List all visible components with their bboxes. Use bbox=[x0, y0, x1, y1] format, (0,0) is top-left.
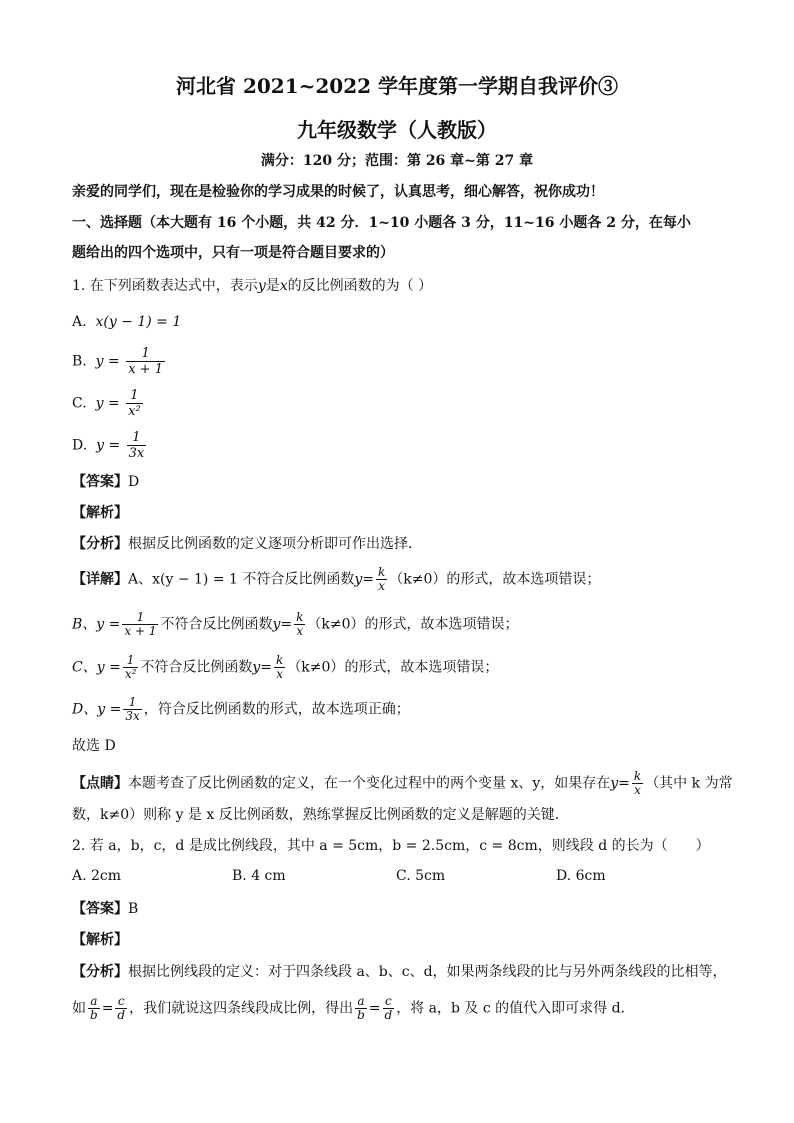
fraction: $\frac{1}{x + 1}$ bbox=[128, 346, 163, 377]
q2-answer: 【答案】B bbox=[72, 901, 139, 917]
question-2-stem: 2. 若 a，b，c，d 是成比例线段，其中 a = 5cm，b = 2.5cm，c = 8cm，则线段 d 的长为（ ） bbox=[72, 838, 710, 854]
fraction: $\frac{k}{x}$ bbox=[296, 610, 304, 638]
intro-text: 亲爱的同学们，现在是检验你的学习成果的时候了，认真思考，细心解答，祝你成功！ bbox=[72, 184, 604, 200]
section-heading: 一、选择题（本大题有 16 个小题，共 42 分．1~10 小题各 3 分，11~16 小题各 2 分，在每小 bbox=[72, 215, 691, 231]
fraction: $\frac{1}{3x}$ bbox=[128, 430, 145, 461]
fraction: $\frac{c}{d}$ bbox=[117, 994, 126, 1022]
q2-option-d: D. 6cm bbox=[556, 868, 606, 884]
q2-analysis-tag: 【解析】 bbox=[72, 932, 128, 948]
fraction: $\frac{1}{\text{x²}}$ bbox=[128, 388, 141, 419]
q1-conclusion: 故选 D bbox=[72, 738, 116, 754]
fraction: $\frac{c}{d}$ bbox=[384, 994, 393, 1022]
q2-fenxi: 【分析】根据比例线段的定义：对于四条线段 a、b、c、d，如果两条线段的比与另外两条线段的比相等， bbox=[72, 964, 727, 980]
q1-option-d: D. y = $\frac{1}{3x}$ bbox=[72, 430, 145, 461]
fraction: $\frac{a}{b}$ bbox=[357, 994, 365, 1022]
fraction: $\frac{1}{\text{x²}}$ bbox=[124, 653, 137, 681]
q1-detail-d: D、y = $\frac{1}{3x}$ ，符合反比例函数的形式，故本选项正确； bbox=[72, 695, 410, 723]
q1-dianjing: 【点睛】本题考查了反比例函数的定义，在一个变化过程中的两个变量 x、y，如果存在y= $\frac{k}{x}$ （其中 k 为常 bbox=[72, 769, 733, 797]
q1-answer: 【答案】D bbox=[72, 474, 140, 490]
score-range: 满分：120 分；范围：第 26 章~第 27 章 bbox=[260, 153, 534, 169]
section-heading-cont: 题给出的四个选项中，只有一项是符合题目要求的） bbox=[72, 245, 394, 261]
fraction: $\frac{1}{3x}$ bbox=[125, 695, 140, 723]
q2-option-c: C. 5cm bbox=[396, 868, 446, 884]
page-title: 河北省 2021~2022 学年度第一学期自我评价③ bbox=[175, 74, 618, 98]
q1-detail-a: 【详解】A、x(y − 1) = 1 不符合反比例函数y= $\frac{k}{x}$ （k≠0）的形式，故本选项错误； bbox=[72, 565, 601, 593]
fraction: $\frac{k}{x}$ bbox=[633, 769, 642, 797]
q1-detail-c: C、y = $\frac{1}{\text{x²}}$ 不符合反比例函数y= $\frac{k}{x}$ （k≠0）的形式，故本选项错误； bbox=[72, 653, 499, 681]
q1-detail-b: B、y = $\frac{1}{x + 1}$ 不符合反比例函数y= $\frac{k}{x}$ （k≠0）的形式，故本选项错误； bbox=[72, 610, 519, 638]
fraction: $\frac{1}{x + 1}$ bbox=[124, 610, 157, 638]
q1-analysis-tag: 【解析】 bbox=[72, 505, 128, 521]
q2-option-b: B. 4 cm bbox=[232, 868, 286, 884]
page-subtitle: 九年级数学（人教版） bbox=[297, 118, 497, 142]
q2-option-a: A. 2cm bbox=[72, 868, 122, 884]
q1-option-a: A. x(y − 1) = 1 bbox=[72, 314, 182, 330]
q1-fenxi: 【分析】根据反比例函数的定义逐项分析即可作出选择． bbox=[72, 536, 422, 552]
q1-option-b: B. y = $\frac{1}{x + 1}$ bbox=[72, 346, 163, 377]
q2-fenxi-cont: 如 $\frac{a}{b}$ = $\frac{c}{d}$ ，我们就说这四条线段成比例，得出 $\frac{a}{b}$ = $\frac{c}{d}$ ，将 a，b 及 c 的值代入即可求得 d． bbox=[72, 994, 635, 1022]
q1-dianjing-cont: 数，k≠0）则称 y 是 x 反比例函数，熟练掌握反比例函数的定义是解题的关键． bbox=[72, 807, 569, 823]
fraction: $\frac{k}{x}$ bbox=[378, 565, 386, 593]
question-1-stem: 1. 在下列函数表达式中，表示y是x的反比例函数的为（ ） bbox=[72, 278, 433, 294]
fraction: $\frac{a}{b}$ bbox=[90, 994, 98, 1022]
fraction: $\frac{k}{x}$ bbox=[276, 653, 284, 681]
q1-option-c: C. y = $\frac{1}{\text{x²}}$ bbox=[72, 388, 141, 419]
